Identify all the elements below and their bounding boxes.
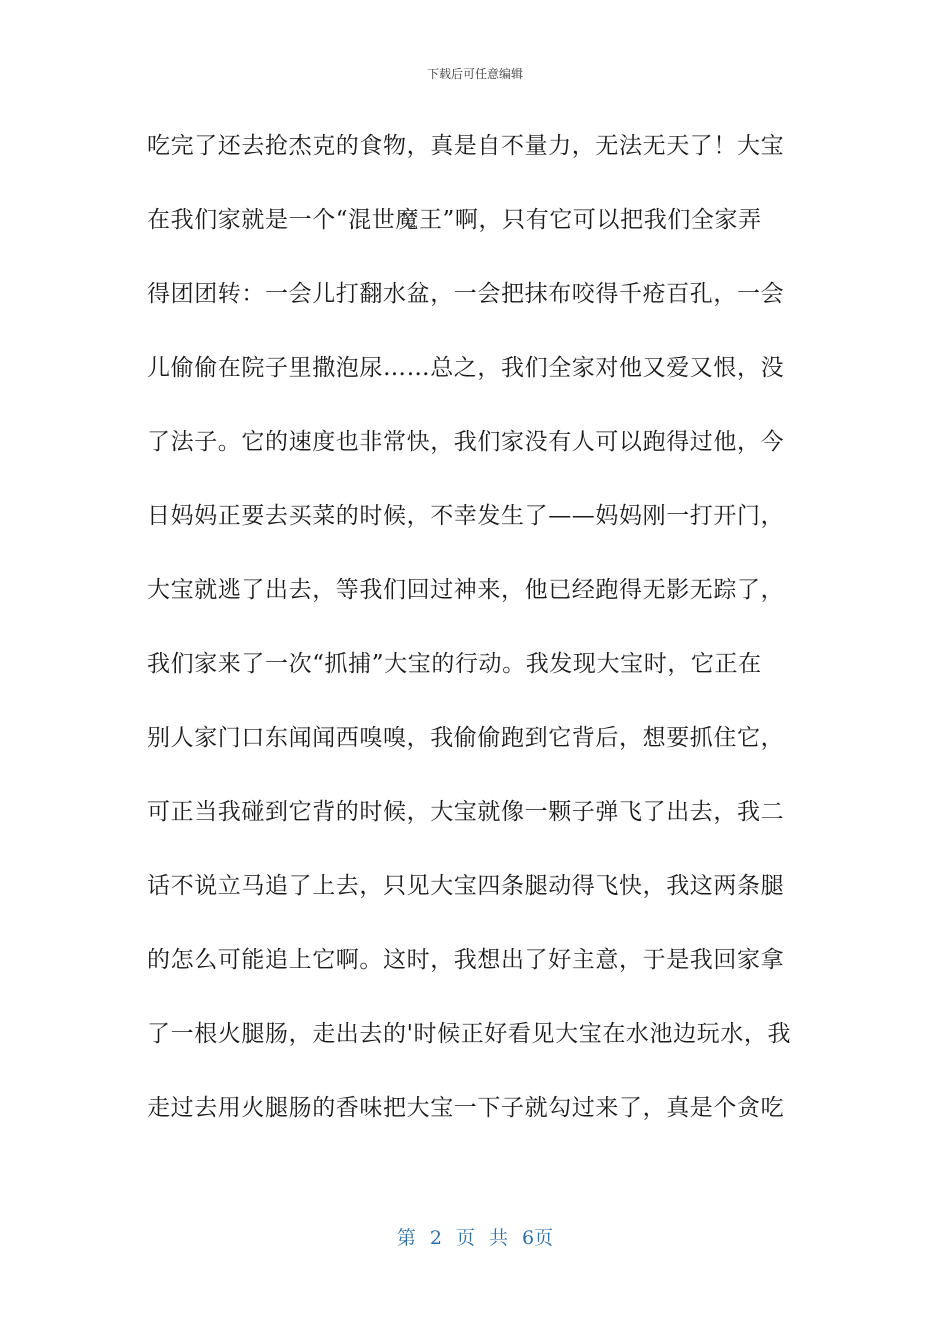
- footer-prefix: 第: [396, 1227, 416, 1249]
- text-line: 我们家来了一次“抓捕”大宝的行动。我发现大宝时，它正在: [147, 651, 762, 677]
- footer-total-pages: 6页: [522, 1227, 554, 1249]
- text-line: 别人家门口东闻闻西嗅嗅，我偷偷跑到它背后，想要抓住它，: [147, 725, 785, 751]
- text-line: 了法子。它的速度也非常快，我们家没有人可以跑得过他，今: [147, 429, 785, 455]
- text-line: 吃完了还去抢杰克的食物，真是自不量力，无法无天了！大宝: [147, 133, 785, 159]
- text-line: 走过去用火腿肠的香味把大宝一下子就勾过来了，真是个贪吃: [147, 1095, 785, 1121]
- text-line: 话不说立马追了上去，只见大宝四条腿动得飞快，我这两条腿: [147, 873, 785, 899]
- text-line: 了一根火腿肠，走出去的'时候正好看见大宝在水池边玩水，我: [147, 1021, 792, 1047]
- text-line: 的怎么可能追上它啊。这时，我想出了好主意，于是我回家拿: [147, 947, 785, 973]
- text-line: 可正当我碰到它背的时候，大宝就像一颗子弹飞了出去，我二: [147, 799, 785, 825]
- footer-current-page: 2: [429, 1227, 442, 1249]
- text-line: 大宝就逃了出去，等我们回过神来，他已经跑得无影无踪了，: [147, 577, 785, 603]
- footer-total-word: 共: [489, 1227, 509, 1249]
- page-header: 下载后可任意编辑: [426, 67, 523, 81]
- text-line: 在我们家就是一个“混世魔王”啊，只有它可以把我们全家弄: [147, 207, 762, 233]
- text-line: 得团团转：一会儿打翻水盆，一会把抹布咬得千疮百孔，一会: [147, 281, 785, 307]
- text-line: 日妈妈正要去买菜的时候，不幸发生了——妈妈刚一打开门，: [147, 503, 785, 529]
- body-text: [147, 124, 807, 1160]
- page-footer: [0, 1226, 950, 1250]
- text-line: 儿偷偷在院子里撒泡尿……总之，我们全家对他又爱又恨，没: [147, 355, 785, 381]
- footer-page-word: 页: [455, 1227, 475, 1249]
